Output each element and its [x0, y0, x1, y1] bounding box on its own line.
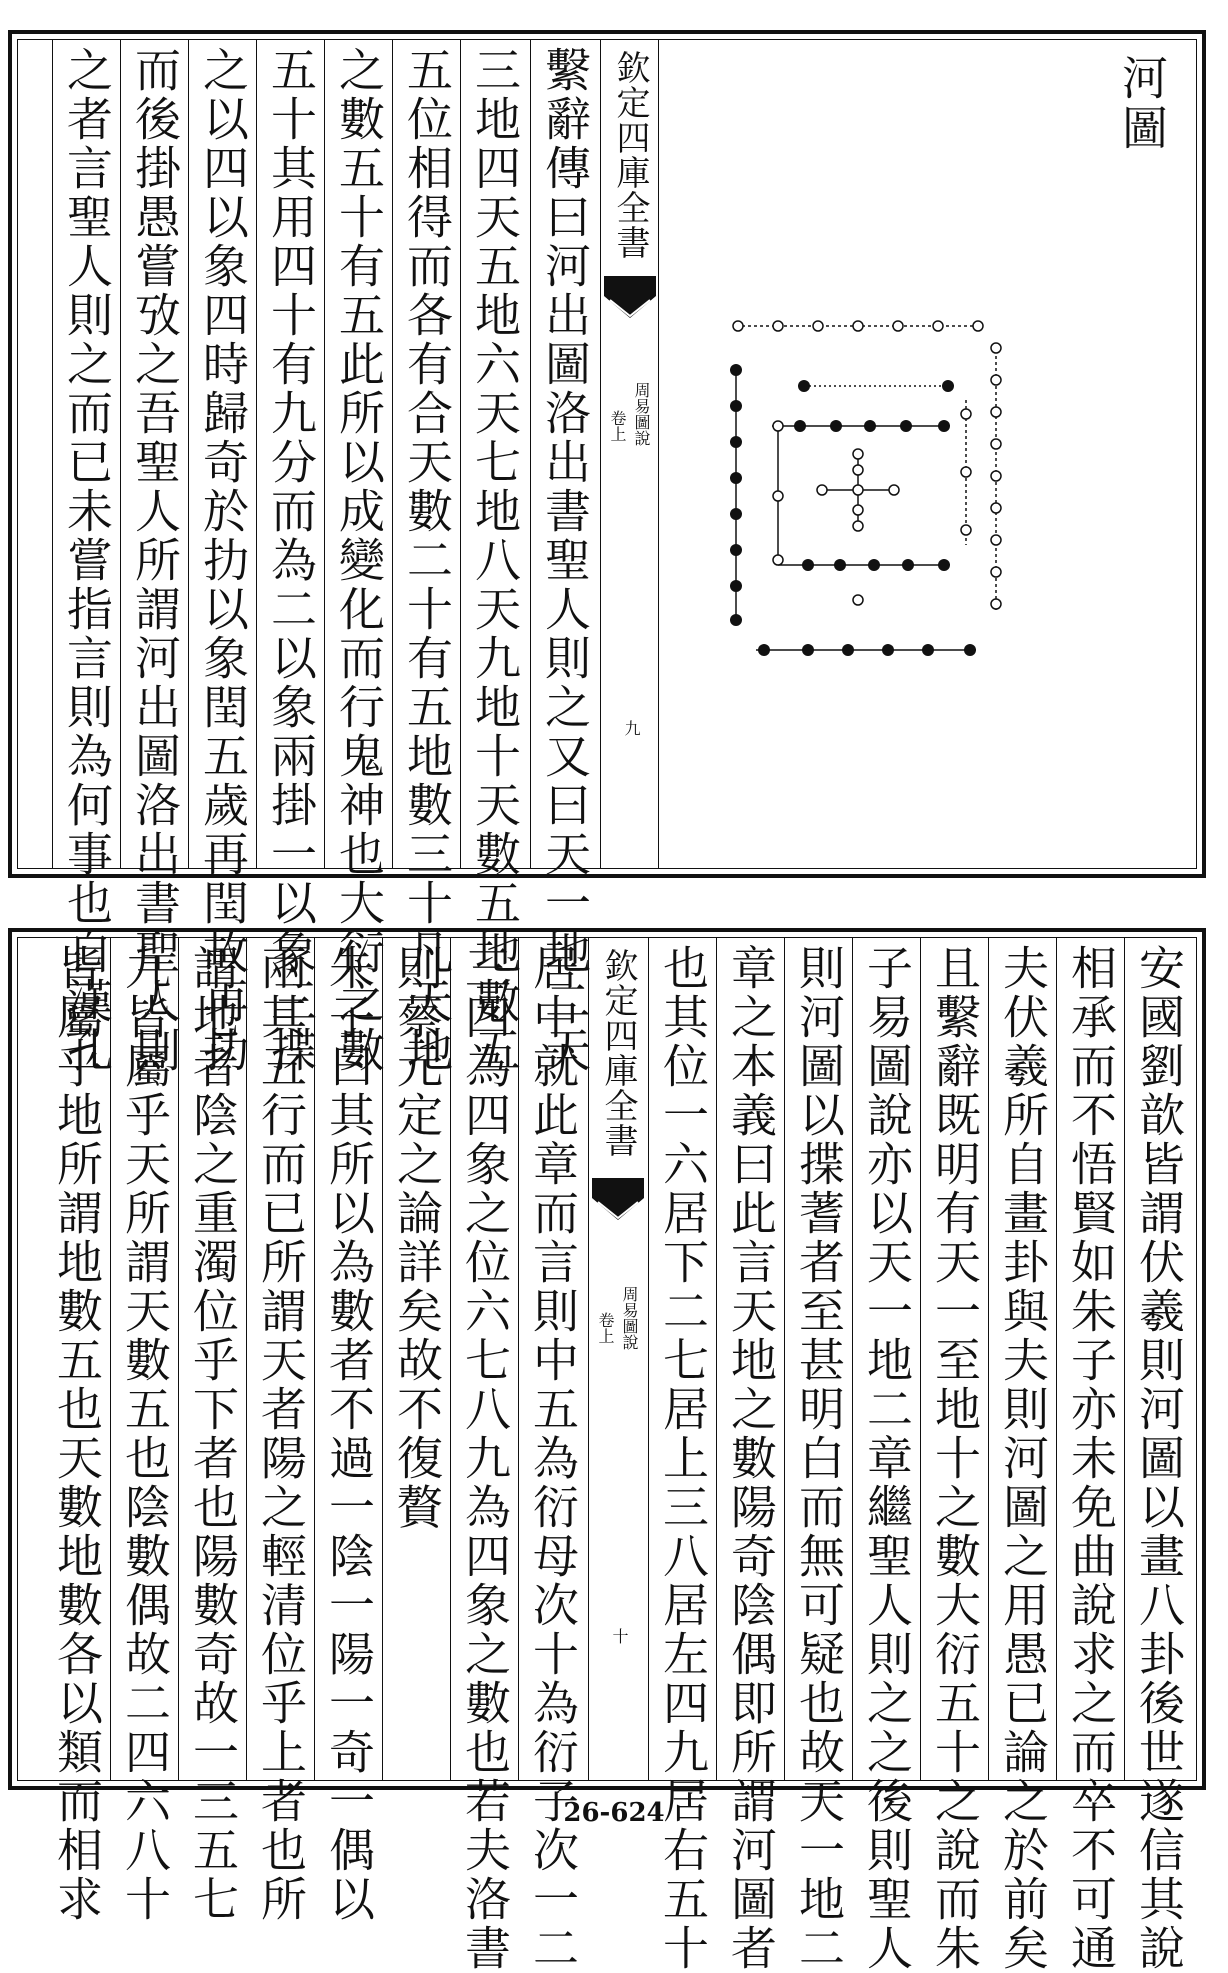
column-rule — [1056, 938, 1057, 1780]
column-rule — [600, 40, 601, 868]
column-rule — [120, 40, 121, 868]
column-rule — [256, 40, 257, 868]
column-rule — [1124, 938, 1125, 1780]
column-rule — [716, 938, 717, 1780]
column-rule — [450, 938, 451, 1780]
column-rule — [648, 938, 649, 1780]
text-column: 朱子曰其所以為數者不過一陰一陽一奇一偶以 — [322, 944, 376, 1924]
diagram-title: 河圖 — [1115, 54, 1169, 154]
column-rule — [518, 938, 519, 1780]
section-title: 周易圖說 — [632, 382, 651, 446]
leaf-number: 十 — [610, 1628, 629, 1644]
text-column: 而後掛愚嘗攷之吾聖人所謂河出圖洛出書聖人則 — [128, 46, 182, 1075]
text-column: 則蔡元定之論詳矣故不復贅 — [390, 944, 444, 1532]
column-rule — [988, 938, 989, 1780]
text-column: 三四為四象之位六七八九為四象之數也若夫洛書 — [458, 944, 512, 1973]
hetu-diagram — [708, 290, 1048, 670]
fish-tail-mark-icon — [604, 276, 656, 336]
top-page-frame — [17, 39, 1197, 1075]
text-column: 安國劉歆皆謂伏羲則河圖以畫八卦後世遂信其說 — [1132, 944, 1186, 1973]
text-column: 相承而不悟賢如朱子亦未免曲說求之而卒不可通 — [1064, 944, 1118, 1973]
text-column: 也其位一六居下二七居上三八居左四九居右五十 — [656, 944, 710, 1973]
text-column: 居中就此章而言則中五為衍母次十為衍子次一二 — [526, 944, 580, 1973]
text-column: 謂地者陰之重濁位乎下者也陽數奇故一三五七 — [186, 944, 240, 1924]
text-column: 之以四以象四時歸奇於扐以象閏五歲再閏故再扐 — [196, 46, 250, 1075]
text-column: 且繫辭既明有天一至地十之數大衍五十之說而朱 — [928, 944, 982, 1973]
text-column: 五位相得而各有合天數二十有五地數三十凡天地 — [400, 46, 454, 1075]
column-rule — [110, 938, 111, 1780]
column-rule — [188, 40, 189, 868]
column-rule — [460, 40, 461, 868]
section-title: 周易圖說 — [620, 1286, 639, 1350]
text-column: 九皆屬乎天所謂天數五也陰數偶故二四六八十 — [118, 944, 172, 1924]
text-column: 子易圖說亦以天一地二章繼聖人則之之後則聖人 — [860, 944, 914, 1973]
fish-tail-mark-icon — [592, 1178, 644, 1238]
volume-label: 卷上 — [596, 1312, 615, 1344]
column-rule — [588, 938, 589, 1780]
column-rule — [178, 938, 179, 1780]
text-column: 則河圖以揲蓍者至甚明白而無可疑也故天一地二 — [792, 944, 846, 1973]
column-rule — [920, 938, 921, 1780]
column-rule — [658, 40, 659, 868]
center-fold-column — [602, 40, 658, 868]
column-rule — [392, 40, 393, 868]
column-rule — [324, 40, 325, 868]
volume-label: 卷上 — [608, 410, 627, 442]
column-rule — [852, 938, 853, 1780]
center-fold-column — [590, 938, 646, 1780]
text-column: 皆屬乎地所謂地數五也天數地數各以類而相求 — [50, 944, 104, 1924]
book-title: 欽定四庫全書 — [598, 948, 638, 1158]
book-title: 欽定四庫全書 — [610, 50, 650, 260]
column-rule — [314, 938, 315, 1780]
text-column: 之數五十有五此所以成變化而行鬼神也大衍之數 — [332, 46, 386, 1075]
text-column: 之者言聖人則之而已未嘗指言則為何事也自漢孔 — [60, 46, 114, 1075]
text-column: 五十其用四十有九分而為二以象兩掛一以象三揲 — [264, 46, 318, 1075]
column-rule — [530, 40, 531, 868]
leaf-number: 九 — [622, 720, 641, 736]
top-page — [8, 30, 1206, 1075]
column-rule — [52, 40, 53, 868]
text-column: 夫伏羲所自畫卦與夫則河圖之用愚已論之於前矣 — [996, 944, 1050, 1973]
page-number: 26-624 — [563, 1798, 665, 1828]
text-column: 繫辭傳曰河出圖洛出書聖人則之又曰天一地二天 — [538, 46, 592, 1075]
text-column: 兩其五行而已所謂天者陽之輕清位乎上者也所 — [254, 944, 308, 1924]
column-rule — [784, 938, 785, 1780]
column-rule — [246, 938, 247, 1780]
text-column: 章之本義曰此言天地之數陽奇陰偶即所謂河圖者 — [724, 944, 778, 1973]
column-rule — [382, 938, 383, 1780]
text-column: 三地四天五地六天七地八天九地十天數五地數五 — [468, 46, 522, 1075]
